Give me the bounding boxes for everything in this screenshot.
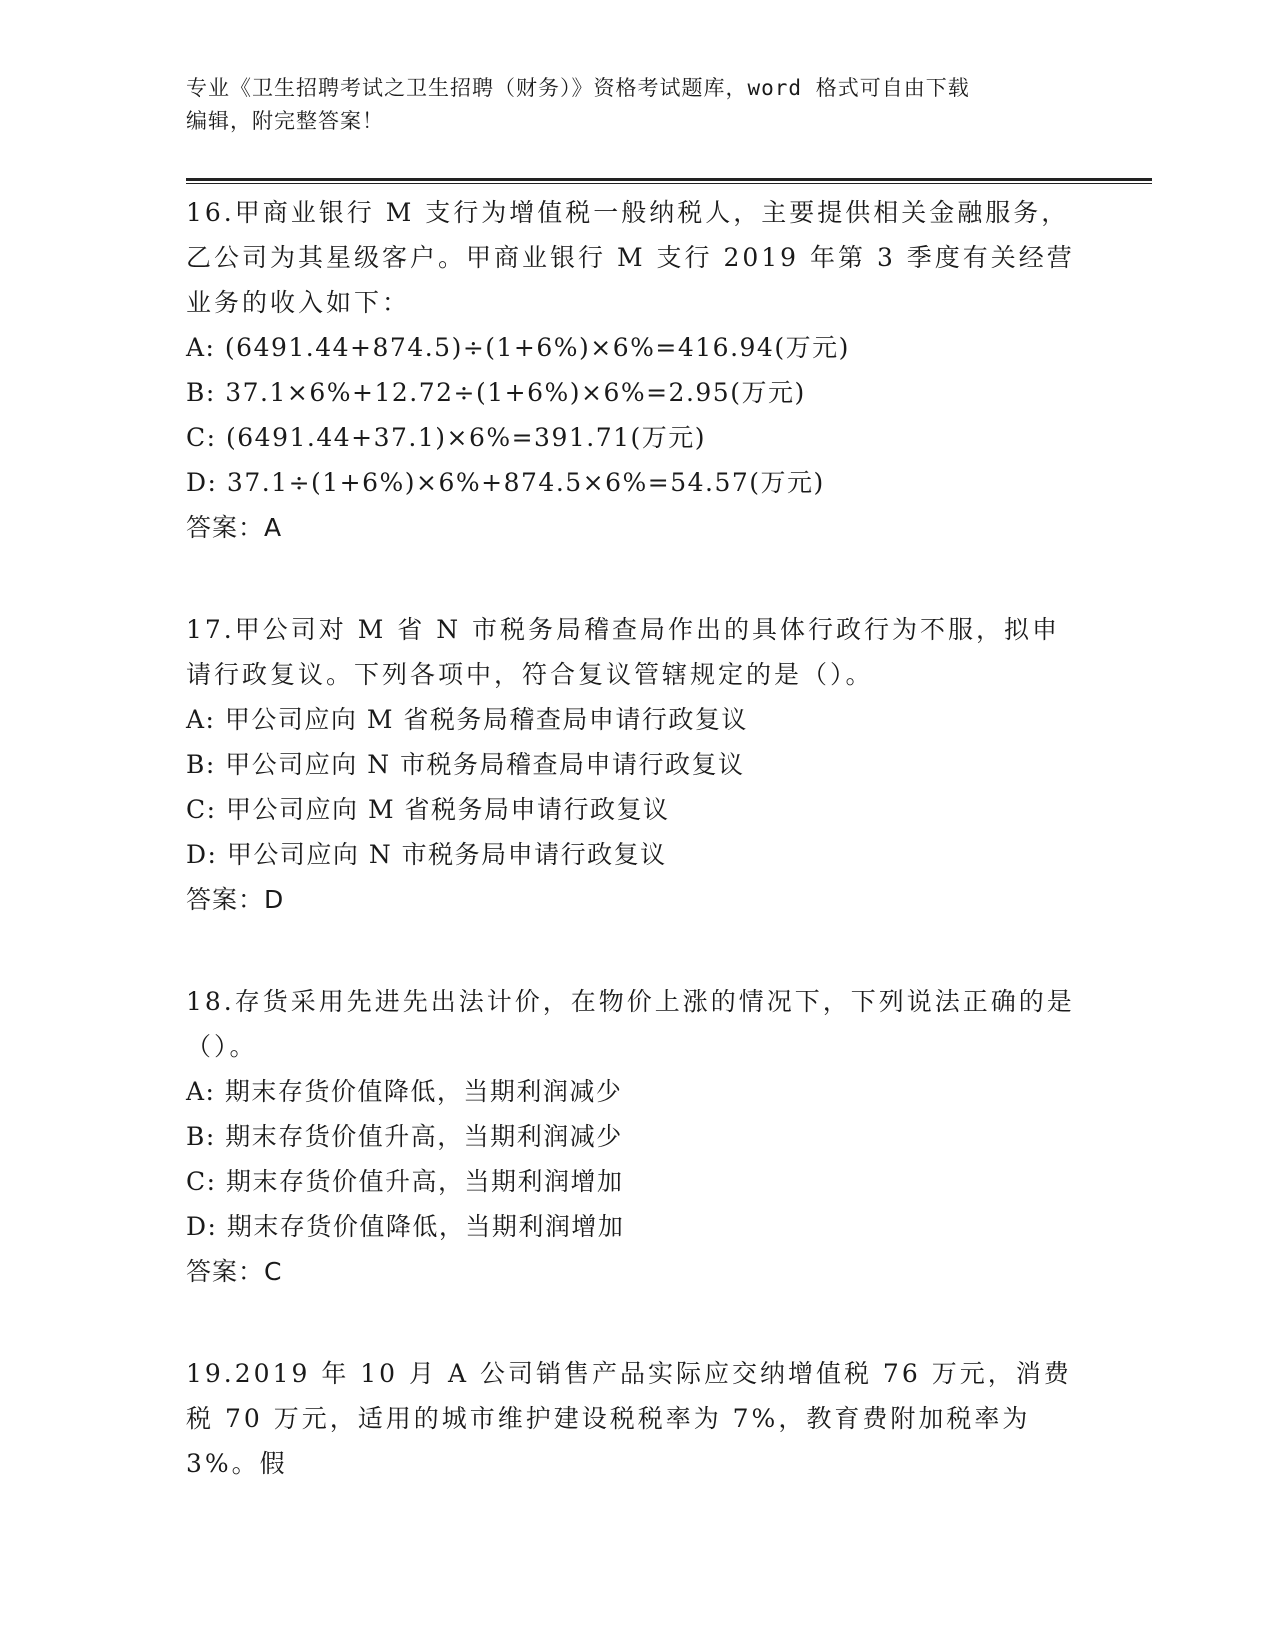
option-b: B: 甲公司应向 N 市税务局稽查局申请行政复议 — [186, 750, 745, 779]
option-a: A: 甲公司应向 M 省税务局稽查局申请行政复议 — [186, 705, 748, 734]
question-17 — [186, 607, 1086, 922]
answer-label: 答案：D — [186, 885, 285, 914]
option-d: D: 37.1÷(1+6%)×6%+874.5×6%=54.57(万元) — [186, 468, 825, 497]
question-stem: 18.存货采用先进先出法计价，在物价上涨的情况下，下列说法正确的是（）。 — [186, 987, 1075, 1061]
option-b: B: 期末存货价值升高，当期利润减少 — [186, 1122, 623, 1151]
option-b: B: 37.1×6%+12.72÷(1+6%)×6%=2.95(万元) — [186, 378, 806, 407]
answer-label: 答案：C — [186, 1257, 283, 1286]
answer-label: 答案：A — [186, 513, 283, 542]
option-c: C: (6491.44+37.1)×6%=391.71(万元) — [186, 423, 707, 452]
question-16 — [186, 190, 1086, 550]
question-stem: 19.2019 年 10 月 A 公司销售产品实际应交纳增值税 76 万元，消费税 70 万元，适用的城市维护建设税税率为 7%，教育费附加税率为 3%。假 — [186, 1359, 1072, 1478]
header-line-1: 专业《卫生招聘考试之卫生招聘（财务）》资格考试题库，word 格式可自由下载 — [186, 76, 970, 100]
header-line-2: 编辑，附完整答案！ — [186, 109, 384, 133]
document-header — [186, 72, 1086, 138]
option-d: D: 期末存货价值降低，当期利润增加 — [186, 1212, 625, 1241]
question-19 — [186, 1351, 1086, 1486]
question-stem: 17.甲公司对 M 省 N 市税务局稽查局作出的具体行政行为不服，拟申请行政复议。下列各项中，符合复议管辖规定的是（）。 — [186, 615, 1061, 689]
header-divider-thin — [186, 183, 1152, 184]
header-divider-thick — [186, 178, 1152, 181]
question-list — [186, 190, 1086, 1543]
option-c: C: 甲公司应向 M 省税务局申请行政复议 — [186, 795, 670, 824]
question-stem: 16.甲商业银行 M 支行为增值税一般纳税人，主要提供相关金融服务，乙公司为其星级客户。甲商业银行 M 支行 2019 年第 3 季度有关经营业务的收入如下： — [186, 198, 1075, 317]
option-d: D: 甲公司应向 N 市税务局申请行政复议 — [186, 840, 667, 869]
option-c: C: 期末存货价值升高，当期利润增加 — [186, 1167, 624, 1196]
option-a: A: 期末存货价值降低，当期利润减少 — [186, 1077, 623, 1106]
option-a: A: (6491.44+874.5)÷(1+6%)×6%=416.94(万元) — [186, 333, 850, 362]
question-18 — [186, 979, 1086, 1294]
